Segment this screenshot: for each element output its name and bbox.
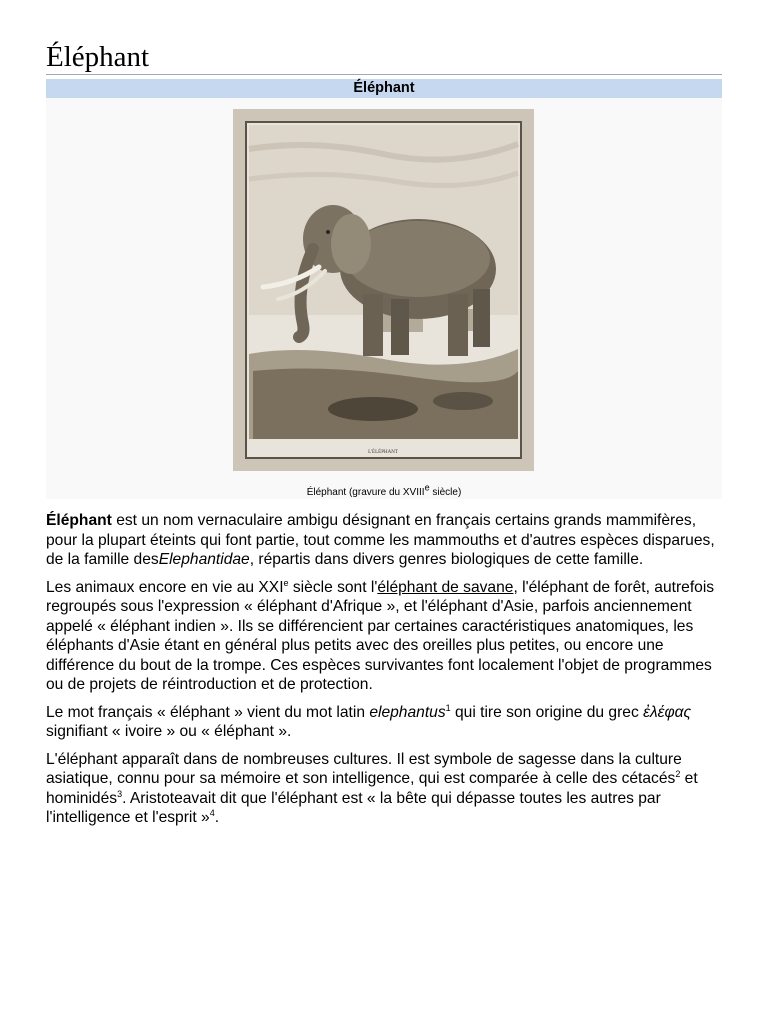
bold-term: Éléphant — [46, 512, 112, 529]
reference-2[interactable]: 2 — [675, 768, 681, 779]
infobox-header: Éléphant — [46, 79, 722, 98]
intro-paragraph: Éléphant est un nom vernaculaire ambigu désignant en français certains grands mammifères, pour la plupart éteints qui font partie, tout comme les mammouths et d'autres espèces disparues, de la famille desElephantidae, répartis dans divers genres biologiques de cette famille. — [46, 512, 715, 568]
greek-word: ἐλέφας — [643, 703, 692, 721]
article-body — [46, 511, 726, 836]
species-paragraph: Les animaux encore en vie au XXIe siècle sont l'éléphant de savane, l'éléphant de forêt, autrefois regroupés sous l'expression « éléphant d'Afrique », et l'éléphant d'Asie, parfois anciennement appelé « éléphant indien ». Ils se différencient par certaines caractéristiques anatomiques, les éléphants d'Asie étant en général plus petits avec des oreilles plus petites, ou encore une différence du bout de la trompe. Ces espèces survivantes font localement l'objet de programmes ou de projets de réintroduction et de protection. — [46, 577, 715, 693]
page-title: Éléphant — [46, 41, 150, 73]
elephant-illustration — [233, 109, 534, 471]
infobox — [46, 98, 722, 499]
image-caption: Éléphant (gravure du XVIIIe siècle) — [306, 482, 462, 498]
elephant-engraving-image[interactable] — [233, 109, 534, 471]
engraving-caption: L'ÉLÉPHANT — [368, 450, 398, 455]
reference-3[interactable]: 3 — [117, 788, 123, 799]
culture-paragraph: L'éléphant apparaît dans de nombreuses cultures. Il est symbole de sagesse dans la culture asiatique, connu pour sa mémoire et son intelligence, qui est comparée à celle des cétacés$^2$ et hominidés$^3$. Aristoteavait dit que l'éléphant est « la bête qui dépasse toutes les autres par l'intelligence et l'esprit »$^4$. — [46, 750, 698, 826]
savanna-elephant-link[interactable]: éléphant de savane — [377, 578, 514, 596]
title-divider — [46, 74, 722, 75]
family-name: Elephantidae — [158, 551, 250, 568]
etymology-paragraph: Le mot français « éléphant » vient du mot latin elephantus$^1$ qui tire son origine du grec ἐλέφας signifiant « ivoire » ou « éléphant ». — [46, 702, 692, 740]
reference-1[interactable]: 1 — [445, 702, 451, 713]
reference-4[interactable]: 4 — [209, 807, 215, 818]
